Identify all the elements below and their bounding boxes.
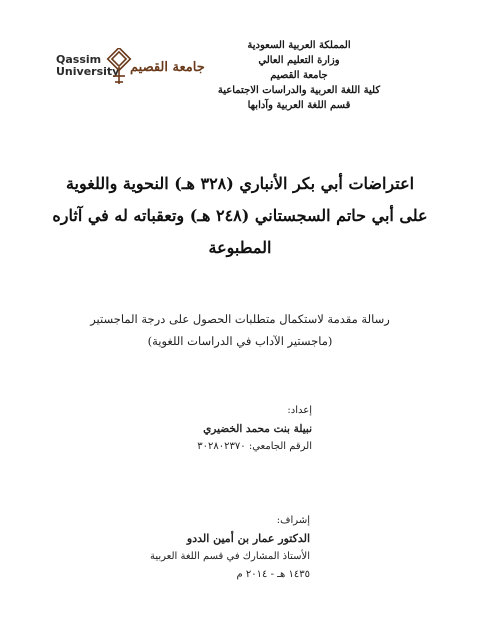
prepared-label: إعداد: — [287, 405, 312, 416]
college-line: كلية اللغة العربية والدراسات الاجتماعية — [217, 85, 381, 96]
title-line-2: على أبي حاتم السجستاني (٢٤٨ هـ) وتعقباته له في آثاره — [52, 206, 428, 225]
qassim-university-emblem-icon — [106, 48, 132, 88]
logo-en-line1: Qassim — [56, 53, 102, 66]
supervisor-name: الدكتور عمار بن أمين الددو — [186, 532, 310, 545]
title-line-3: المطبوعة — [208, 238, 272, 257]
student-name: نبيلة بنت محمد الخضيري — [203, 423, 312, 435]
degree-line-2: (ماجستير الآداب في الدراسات اللغوية) — [147, 334, 333, 348]
supervision-block — [120, 512, 310, 584]
prepared-by-block — [162, 402, 312, 456]
logo-arabic-text: جامعة القصيم — [130, 60, 205, 75]
institution-header — [204, 38, 394, 113]
document-date: ١٤٣٥ هـ - ٢٠١٤ م — [236, 569, 310, 580]
supervisor-position: الأستاذ المشارك في قسم اللغة العربية — [149, 551, 310, 562]
university-line: جامعة القصيم — [270, 70, 328, 81]
ministry-line: وزارة التعليم العالي — [258, 55, 340, 66]
degree-line-1: رسالة مقدمة لاستكمال متطلبات الحصول على درجة الماجستير — [90, 312, 390, 326]
student-id: الرقم الجامعي: ٣٠٢٨٠٢٣٧٠ — [197, 441, 312, 452]
department-line: قسم اللغة العربية وآدابها — [247, 100, 351, 111]
degree-statement — [60, 308, 420, 352]
supervision-label: إشراف: — [276, 515, 310, 526]
logo-en-line2: University — [56, 65, 120, 78]
university-logo — [56, 46, 205, 98]
country-line: المملكة العربية السعودية — [247, 40, 351, 51]
title-line-1: اعتراضات أبي بكر الأنباري (٣٢٨ هـ) النحوية واللغوية — [65, 174, 415, 193]
thesis-title — [30, 168, 450, 264]
